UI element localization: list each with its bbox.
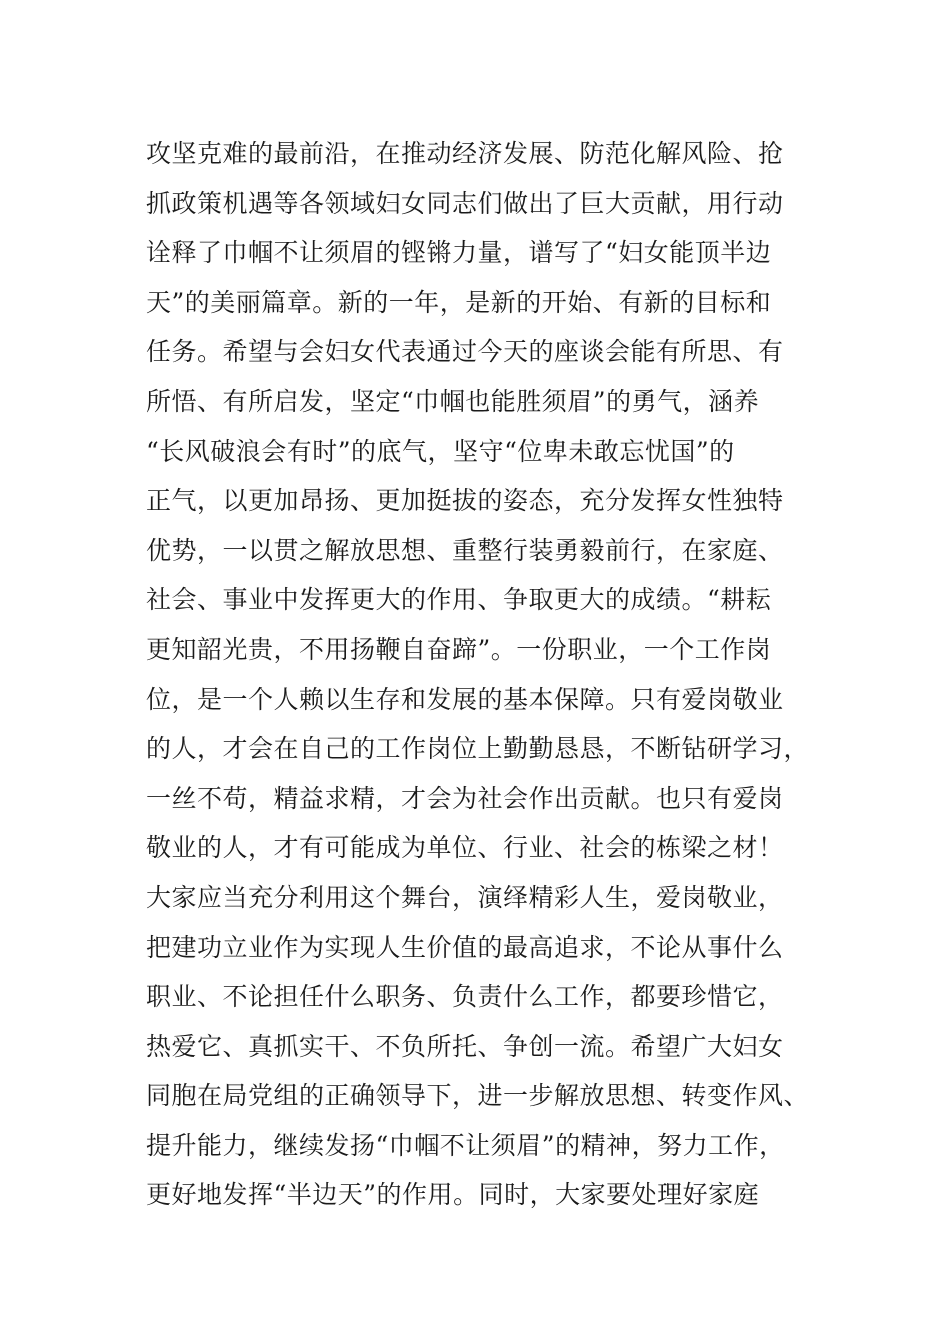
text-line-7: “长风破浪会有时”的底气，坚守“位卑未敢忘忧国”的: [146, 436, 735, 466]
text-line-20: 同胞在局党组的正确领导下，进一步解放思想、转变作风、: [146, 1081, 810, 1111]
text-line-6: 所悟、有所启发，坚定“巾帼也能胜须眉”的勇气，涵养: [146, 386, 760, 416]
text-line-4: 天”的美丽篇章。新的一年，是新的开始、有新的目标和: [146, 287, 772, 317]
text-line-21: 提升能力，继续发扬“巾帼不让须眉”的精神，努力工作，: [146, 1130, 785, 1160]
text-line-16: 大家应当充分利用这个舞台，演绎精彩人生，爱岗敬业，: [146, 882, 784, 912]
text-line-12: 位，是一个人赖以生存和发展的基本保障。只有爱岗敬业: [146, 684, 784, 714]
body-text: [146, 129, 810, 1220]
text-line-13: 的人，才会在自己的工作岗位上勤勤恳恳，不断钻研学习，: [146, 734, 810, 764]
text-line-2: 抓政策机遇等各领域妇女同志们做出了巨大贡献，用行动: [146, 188, 784, 218]
text-line-10: 社会、事业中发挥更大的作用、争取更大的成绩。“耕耘: [146, 585, 772, 615]
text-line-8: 正气，以更加昂扬、更加挺拔的姿态，充分发挥女性独特: [146, 486, 784, 516]
text-line-9: 优势，一以贯之解放思想、重整行装勇毅前行，在家庭、: [146, 535, 784, 565]
text-line-15: 敬业的人，才有可能成为单位、行业、社会的栋梁之材！: [146, 833, 784, 863]
text-line-5: 任务。希望与会妇女代表通过今天的座谈会能有所思、有: [146, 337, 784, 367]
text-line-1: 攻坚克难的最前沿，在推动经济发展、防范化解风险、抢: [146, 139, 784, 168]
text-line-22: 更好地发挥“半边天”的作用。同时，大家要处理好家庭: [146, 1180, 760, 1210]
text-line-14: 一丝不苟，精益求精，才会为社会作出贡献。也只有爱岗: [146, 783, 784, 813]
text-line-3: 诠释了巾帼不让须眉的铿锵力量，谱写了“妇女能顶半边: [146, 238, 772, 268]
text-line-19: 热爱它、真抓实干、不负所托、争创一流。希望广大妇女: [146, 1031, 784, 1061]
text-line-11: 更知韶光贵，不用扬鞭自奋蹄”。一份职业，一个工作岗: [146, 634, 772, 664]
text-line-17: 把建功立业作为实现人生价值的最高追求，不论从事什么: [146, 932, 784, 962]
text-line-18: 职业、不论担任什么职务、负责什么工作，都要珍惜它，: [146, 982, 784, 1012]
